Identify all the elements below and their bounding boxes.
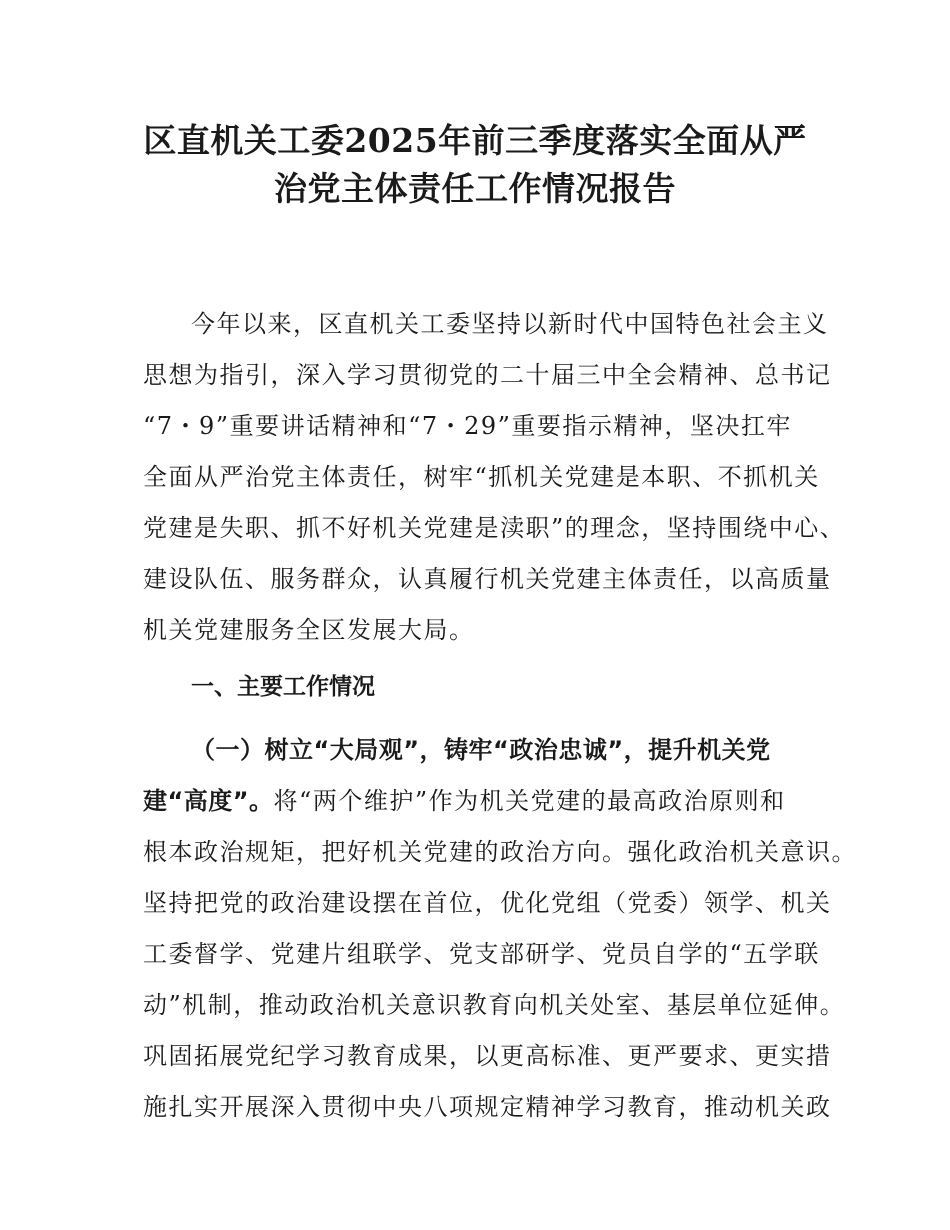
report-title-line-1: 区直机关工委2025年前三季度落实全面从严 bbox=[143, 121, 807, 160]
intro-line: 党建是失职、抓不好机关党建是渎职”的理念，坚持围绕中心、 bbox=[143, 514, 846, 542]
subsection-heading-line bbox=[143, 725, 823, 776]
intro-paragraph bbox=[143, 299, 846, 656]
report-title-line-2: 治党主体责任工作情况报告 bbox=[274, 169, 676, 208]
subsection-heading-part-2: 建“高度”。 bbox=[143, 787, 274, 815]
intro-line: 建设队伍、服务群众，认真履行机关党建主体责任，以高质量 bbox=[143, 565, 832, 593]
subsection-line: 动”机制，推动政治机关意识教育向机关处室、基层单位延伸。 bbox=[143, 991, 846, 1019]
subsection-line: 根本政治规矩，把好机关党建的政治方向。强化政治机关意识。 bbox=[143, 838, 857, 866]
subsection-line bbox=[143, 776, 823, 827]
intro-line: “7・9”重要讲话精神和“7・29”重要指示精神，坚决扛牢 bbox=[143, 412, 792, 440]
subsection-line: 巩固拓展党纪学习教育成果，以更高标准、更严要求、更实措 bbox=[143, 1042, 832, 1070]
intro-line: 思想为指引，深入学习贯彻党的二十届三中全会精神、总书记 bbox=[143, 361, 832, 389]
subsection-heading-part-1: （一）树立“大局观”，铸牢“政治忠诚”，提升机关党 bbox=[191, 736, 771, 764]
section-heading-1: 一、主要工作情况 bbox=[191, 674, 375, 700]
subsection-line: 坚持把党的政治建设摆在首位，优化党组（党委）领学、机关 bbox=[143, 889, 832, 917]
subsection-first-line-rest: 将“两个维护”作为机关党建的最高政治原则和 bbox=[273, 787, 786, 815]
subsection-1-paragraph bbox=[143, 725, 857, 1133]
subsection-line: 施扎实开展深入贯彻中央八项规定精神学习教育，推动机关政 bbox=[143, 1093, 832, 1121]
subsection-line: 工委督学、党建片组联学、党支部研学、党员自学的“五学联 bbox=[143, 940, 820, 968]
intro-line: 全面从严治党主体责任，树牢“抓机关党建是本职、不抓机关 bbox=[143, 463, 820, 491]
intro-line: 机关党建服务全区发展大局。 bbox=[143, 616, 475, 644]
intro-line: 今年以来，区直机关工委坚持以新时代中国特色社会主义 bbox=[191, 310, 829, 338]
